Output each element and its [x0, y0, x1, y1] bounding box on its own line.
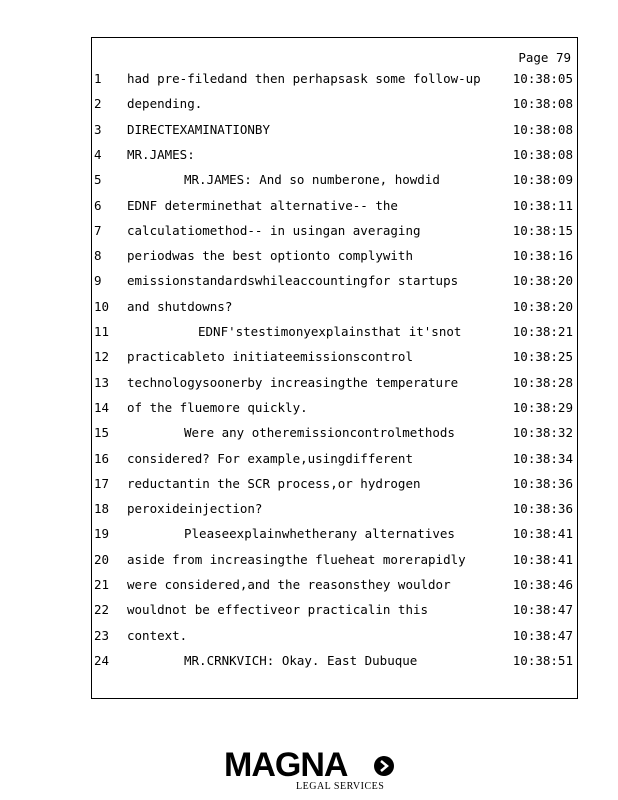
line-text: practicableto initiateemissionscontrol	[127, 349, 413, 365]
line-number: 10	[94, 298, 110, 314]
transcript-line	[92, 71, 579, 91]
line-timestamp: 10:38:08	[512, 96, 573, 112]
line-timestamp: 10:38:16	[512, 248, 573, 264]
line-text: periodwas the best optionto complywith	[127, 248, 413, 264]
line-text: considered? For example,usingdifferent	[127, 450, 413, 466]
line-timestamp: 10:38:21	[512, 324, 573, 339]
line-text: DIRECTEXAMINATIONBY	[127, 121, 270, 137]
transcript-line	[92, 400, 579, 420]
line-number: 6	[94, 197, 102, 213]
page-number: Page 79	[518, 50, 571, 65]
arrow-circle-icon	[374, 756, 394, 776]
transcript-line	[92, 425, 579, 445]
line-timestamp: 10:38:47	[512, 602, 573, 618]
transcript-line	[92, 147, 579, 167]
line-timestamp: 10:38:08	[512, 121, 573, 137]
line-timestamp: 10:38:34	[512, 450, 573, 466]
line-text: were considered,and the reasonsthey wouldor	[127, 577, 451, 592]
line-text: EDNF'stestimonyexplainsthat it'snot	[198, 324, 462, 339]
line-text: peroxideinjection?	[127, 501, 263, 517]
line-text: calculatiomethod-- in usingan averaging	[127, 222, 421, 238]
line-timestamp: 10:38:32	[512, 425, 573, 441]
line-number: 11	[94, 324, 110, 339]
line-text: emissionstandardswhileaccountingfor startups	[127, 273, 459, 289]
transcript-line	[92, 248, 579, 268]
line-text: of the fluemore quickly.	[127, 399, 308, 415]
line-timestamp: 10:38:15	[512, 222, 573, 238]
line-number: 19	[94, 526, 110, 542]
line-text: MR.CRNKVICH: Okay. East Dubuque	[184, 652, 418, 668]
transcript-line	[92, 96, 579, 116]
line-timestamp: 10:38:20	[512, 298, 573, 314]
line-timestamp: 10:38:05	[512, 71, 573, 86]
line-timestamp: 10:38:46	[512, 577, 573, 592]
line-text: and shutdowns?	[127, 298, 233, 314]
line-number: 16	[94, 450, 110, 466]
line-timestamp: 10:38:29	[512, 399, 573, 415]
transcript-line	[92, 653, 579, 673]
line-number: 3	[94, 121, 102, 137]
line-timestamp: 10:38:41	[512, 551, 573, 567]
transcript-line	[92, 375, 579, 395]
transcript-line	[92, 172, 579, 192]
line-number: 24	[94, 652, 110, 668]
transcript-line	[92, 451, 579, 471]
line-text: Pleaseexplainwhetherany alternatives	[184, 526, 455, 542]
transcript-line	[92, 223, 579, 243]
line-number: 20	[94, 551, 110, 567]
line-text: aside from increasingthe flueheat morerapidly	[127, 551, 466, 567]
line-text: wouldnot be effectiveor practicalin this	[127, 602, 429, 618]
line-timestamp: 10:38:41	[512, 526, 573, 542]
logo-subtitle: LEGAL SERVICES	[296, 781, 385, 792]
line-number: 4	[94, 146, 102, 162]
line-number: 21	[94, 577, 110, 592]
line-number: 17	[94, 475, 110, 491]
transcript-line	[92, 324, 579, 344]
line-number: 7	[94, 222, 102, 238]
transcript-line	[92, 526, 579, 546]
line-text: MR.JAMES: And so numberone, howdid	[184, 172, 440, 188]
line-timestamp: 10:38:36	[512, 475, 573, 491]
line-text: technologysoonerby increasingthe temperature	[127, 374, 459, 390]
line-number: 9	[94, 273, 102, 289]
line-timestamp: 10:38:36	[512, 501, 573, 517]
line-timestamp: 10:38:08	[512, 146, 573, 162]
magna-logo	[224, 748, 396, 794]
transcript-line	[92, 602, 579, 622]
transcript-line	[92, 122, 579, 142]
transcript-line	[92, 577, 579, 597]
transcript-line	[92, 299, 579, 319]
transcript-line	[92, 552, 579, 572]
line-number: 2	[94, 96, 102, 112]
line-timestamp: 10:38:25	[512, 349, 573, 365]
line-timestamp: 10:38:28	[512, 374, 573, 390]
transcript-line	[92, 198, 579, 218]
line-number: 8	[94, 248, 102, 264]
line-timestamp: 10:38:47	[512, 627, 573, 643]
transcript-line	[92, 628, 579, 648]
transcript-page	[91, 37, 578, 699]
line-text: had pre-filedand then perhapsask some follow-up	[127, 71, 481, 86]
transcript-line	[92, 349, 579, 369]
line-number: 13	[94, 374, 110, 390]
line-text: EDNF determinethat alternative-- the	[127, 197, 398, 213]
line-timestamp: 10:38:11	[512, 197, 573, 213]
line-timestamp: 10:38:51	[512, 652, 573, 668]
line-number: 5	[94, 172, 102, 188]
line-text: MR.JAMES:	[127, 146, 195, 162]
line-text: context.	[127, 627, 188, 643]
line-timestamp: 10:38:20	[512, 273, 573, 289]
line-text: reductantin the SCR process,or hydrogen	[127, 475, 421, 491]
line-number: 12	[94, 349, 110, 365]
line-number: 23	[94, 627, 110, 643]
line-text: depending.	[127, 96, 203, 112]
line-number: 18	[94, 501, 110, 517]
line-number: 15	[94, 425, 110, 441]
transcript-line	[92, 273, 579, 293]
transcript-line	[92, 501, 579, 521]
transcript-line	[92, 476, 579, 496]
line-number: 22	[94, 602, 110, 618]
line-number: 1	[94, 71, 102, 86]
line-timestamp: 10:38:09	[512, 172, 573, 188]
line-number: 14	[94, 399, 110, 415]
line-text: Were any otheremissioncontrolmethods	[184, 425, 455, 441]
logo-wordmark: MAGNA	[224, 746, 348, 784]
